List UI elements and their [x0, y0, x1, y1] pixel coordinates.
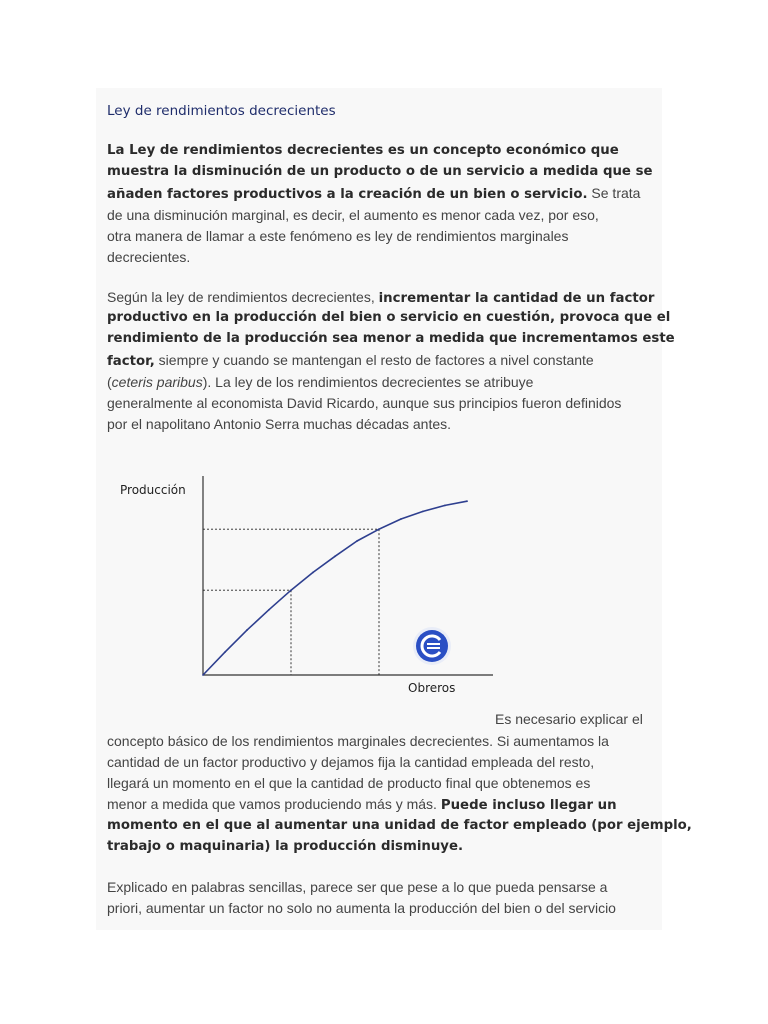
p2-line-5-italic: ceteris paribus [111, 374, 203, 390]
chart-point [378, 528, 380, 530]
section-title: Ley de rendimientos decrecientes [107, 103, 336, 119]
chart-point [246, 629, 248, 631]
p1-line-6: decrecientes. [107, 249, 191, 265]
production-chart [104, 472, 500, 704]
p2-line-1 [107, 287, 654, 309]
p1-line-2: muestra la disminución de un producto o de un servicio a medida que se [107, 164, 653, 179]
p2-line-1-bold: incrementar la cantidad de un factor [378, 291, 655, 306]
p4-line-1: Explicado en palabras sencillas, parece ser que pese a lo que pueda pensarse a [107, 879, 608, 895]
chart-y-axis-label: Producción [120, 483, 186, 497]
chart-point [466, 500, 468, 502]
p1-line-5: otra manera de llamar a este fenómeno es ley de rendimientos marginales [107, 228, 569, 244]
p1-line-3-bold: añaden factores productivos a la creación de un bien o servicio. [107, 187, 588, 202]
p1-line-3-rest: Se trata [587, 185, 641, 201]
p3-line-5 [107, 794, 617, 816]
p2-line-5-rest: ). La ley de los rendimientos decrecientes se atribuye [202, 374, 534, 390]
p2-line-1-plain: Según la ley de rendimientos decrecientes, [107, 289, 379, 305]
chart-point [422, 510, 424, 512]
chart-point [400, 518, 402, 520]
p3-line-1: Es necesario explicar el [495, 711, 643, 727]
chart-x-axis-label: Obreros [408, 681, 456, 695]
p2-line-6: generalmente al economista David Ricardo, aunque sus principios fueron definidos [107, 395, 622, 411]
chart-point [444, 505, 446, 507]
chart-point [356, 540, 358, 542]
p3-line-5-bold: Puede incluso llegar un [440, 798, 617, 813]
chart-point [312, 572, 314, 574]
p2-line-5-open: ( [107, 374, 112, 390]
p3-line-7: trabajo o maquinaria) la producción disminuye. [107, 839, 464, 854]
p2-line-2: productivo en la producción del bien o servicio en cuestión, provoca que el [107, 310, 671, 325]
p1-line-1: La Ley de rendimientos decrecientes es un concepto económico que [107, 143, 619, 158]
chart-point [268, 609, 270, 611]
p1-line-4: de una disminución marginal, es decir, el aumento es menor cada vez, por eso, [107, 207, 599, 223]
p2-line-4-bold: factor, [107, 354, 155, 369]
chart-reference-lines [203, 529, 379, 675]
chart-point [224, 651, 226, 653]
p2-line-4-rest: siempre y cuando se mantengan el resto de factores a nivel constante [154, 352, 594, 368]
chart-point [334, 555, 336, 557]
p3-line-6: momento en el que al aumentar una unidad de factor empleado (por ejemplo, [107, 818, 692, 833]
circular-arrow-logo-icon [413, 627, 451, 665]
p2-line-4 [107, 350, 594, 372]
p4-line-2: priori, aumentar un factor no solo no aumenta la producción del bien o del servicio [107, 900, 616, 916]
p1-line-3 [107, 183, 640, 205]
p2-line-3: rendimiento de la producción sea menor a medida que incrementamos este [107, 331, 675, 346]
p3-line-5-plain: menor a medida que vamos produciendo más y más. [107, 796, 441, 812]
p2-line-7: por el napolitano Antonio Serra muchas décadas antes. [107, 416, 452, 432]
p3-line-3: cantidad de un factor productivo y dejamos fija la cantidad empleada del resto, [107, 754, 595, 770]
chart-point [202, 674, 204, 676]
p3-line-2: concepto básico de los rendimientos marginales decrecientes. Si aumentamos la [107, 733, 609, 749]
p3-line-4: llegará un momento en el que la cantidad de producto final que obtenemos es [107, 775, 591, 791]
p2-line-5 [107, 372, 533, 392]
chart-point [290, 589, 292, 591]
